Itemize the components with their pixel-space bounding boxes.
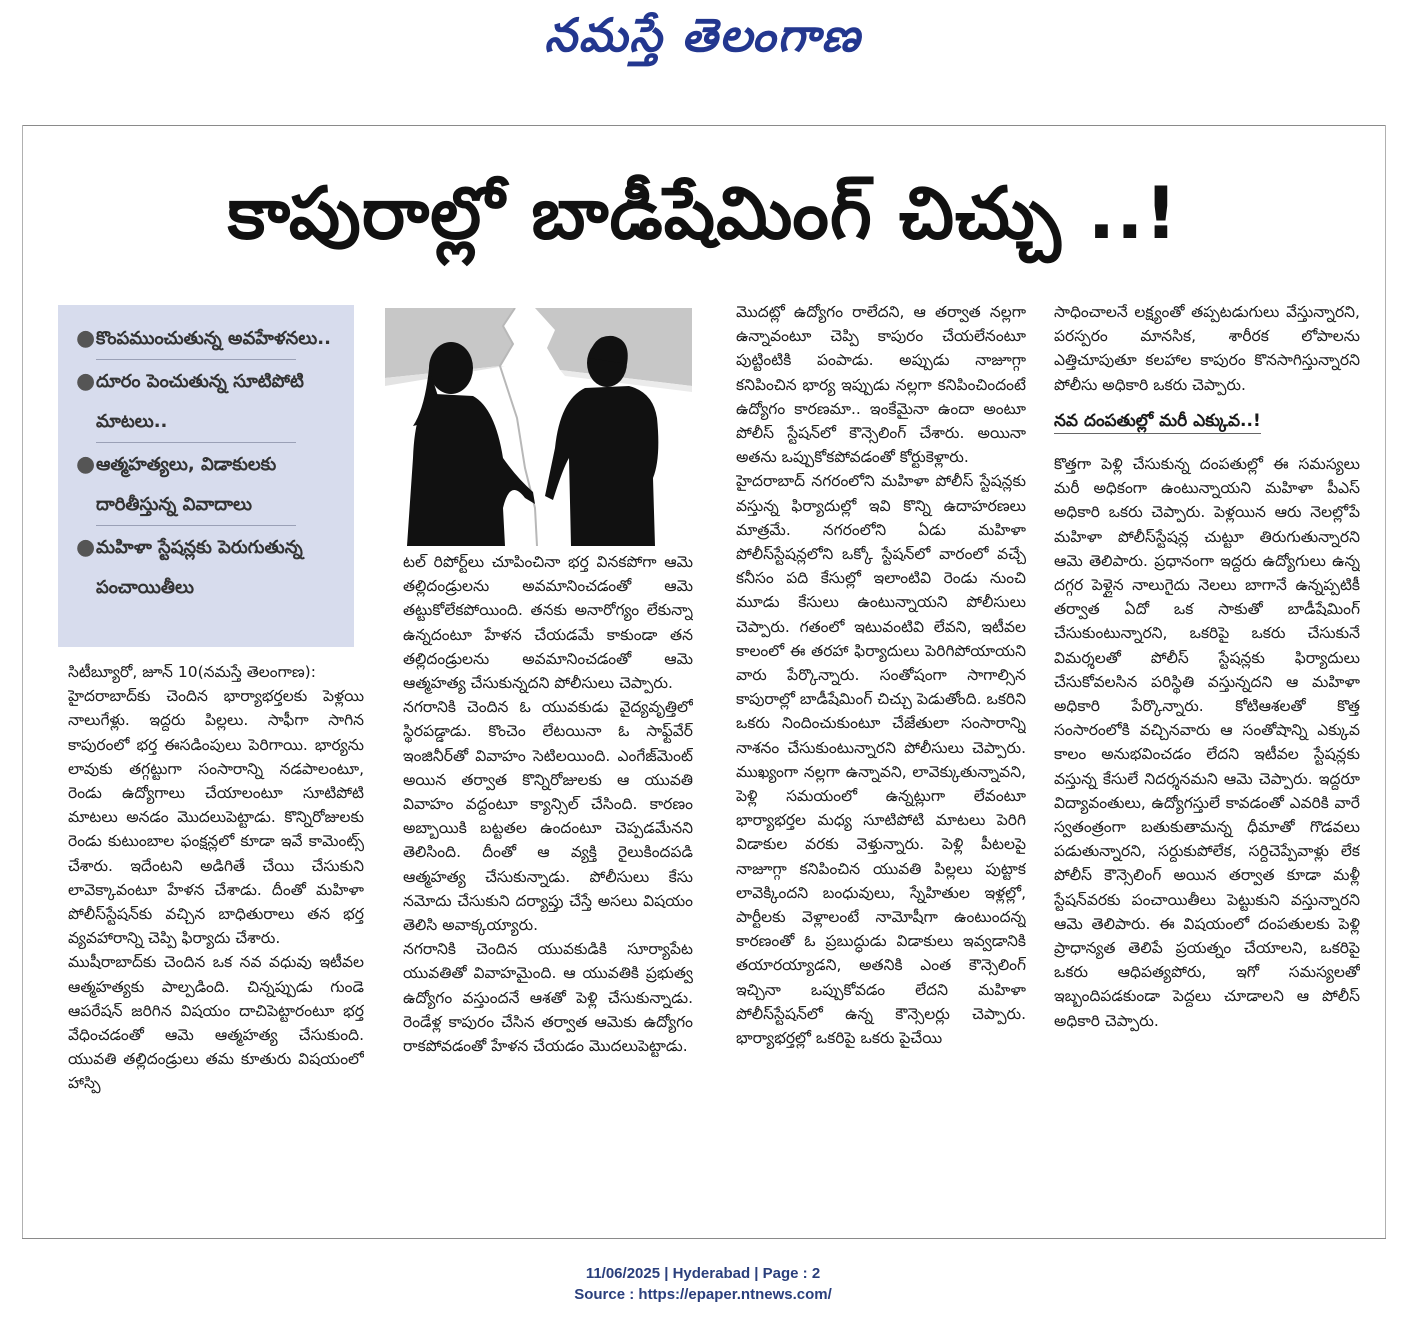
highlight-divider [96,359,296,360]
masthead [0,8,1406,78]
article-column-1 [68,660,364,1225]
article-paragraph: సాధించాలనే లక్ష్యంతో తప్పటడుగులు వేస్తున్నారని, పరస్పరం మానసిక, శారీరక లోపాలను ఎత్తిచూపుతూ కలహాల కాపురం కొనసాగిస్తున్నారని పోలీసు అధికారి ఒకరు చెప్పారు. [1054,303,1360,394]
bullet-icon: ● [76,369,96,394]
frame-left-rule [22,125,23,1238]
highlight-item [76,528,340,608]
frame-top-rule [22,125,1386,126]
couple-silhouette-icon [385,308,692,546]
highlight-divider [96,442,296,443]
highlight-text: మహిళా స్టేషన్లకు పెరుగుతున్న పంచాయితీలు [96,537,303,598]
highlight-text: కొంపముంచుతున్న అవహేళనలు.. [96,328,331,349]
article-paragraph: కొత్తగా పెళ్లి చేసుకున్న దంపతుల్లో ఈ సమస్యలు మరీ అధికంగా ఉంటున్నాయని మహిళా పీఎస్ అధికారి ఒకరు చెప్పారు. పెళ్లయిన ఆరు నెలల్లోపే మహిళా పోలీస్‌స్టేషన్ల చుట్టూ తిరుగుతున్నారని ఆమె తెలిపారు. ప్రధానంగా ఇద్దరు ఉద్యోగులు ఉన్న దగ్గర పెళ్లైన నాలుగైదు నెలలు బాగానే ఉన్నప్పటికీ తర్వాత ఏదో ఒక సాకుతో బాడీషేమింగ్ చేసుకుంటున్నారని, ఒకరిపై ఒకరు చేసుకునే విమర్శలతో పోలీస్ స్టేషన్లకు ఫిర్యాదులు చేసుకోవలసిన పరిస్థితి వస్తున్నదని ఆ మహిళా అధికారి పేర్కొన్నారు. కోటిఆశలతో కొత్త సంసారంలోకి వచ్చినవారు ఆ సంతోషాన్ని ఎక్కువ కాలం అనుభవించడం లేదని ఇటీవల స్టేషన్లకు వస్తున్న కేసులే నిదర్శనమని ఆమె చెప్పారు. ఇద్దరూ విద్యావంతులు, ఉద్యోగస్తులే కావడంతో ఎవరికి వారే స్వతంత్రంగా బతుకుతామన్న ధీమాతో గొడవలు పడుతున్నారని, సర్దుకుపోలేక, సర్దిచెప్పేవాళ్లు లేక పోలీస్ కౌన్సెలింగ్ అయిన తర్వాత కూడా మళ్లీ స్టేషన్‌వరకు పంచాయితీలు పెట్టుకుని వస్తున్నారని ఆమె తెలిపారు. ఈ విషయంలో దంపతులకు పెళ్లి ప్రాధాన్యత తెలిపే ప్రయత్నం చేయాలని, ఒకరిపై ఒకరు ఆధిపత్యపోరు, ఇగో సమస్యలతో ఇబ్బందిపడకుండా పెద్దలు చూడాలని ఆ పోలీస్ అధికారి చెప్పారు. [1054,455,1360,1030]
footer-date-line: 11/06/2025 | Hyderabad | Page : 2 [585,1265,821,1282]
frame-bottom-rule [22,1238,1386,1239]
article-dateline: సిటీబ్యూరో, జూన్ 10(నమస్తే తెలంగాణ): [68,663,316,681]
highlight-text: ఆత్మహత్యలు, విడాకులకు దారితీస్తున్న వివాదాలు [96,454,277,515]
bullet-icon: ● [76,535,96,560]
article-paragraph: ● ముషీరాబాద్‌కు చెందిన ఒక నవ వధువు ఇటీవల ఆత్మహత్యకు పాల్పడింది. చిన్నప్పుడు గుండె ఆపరేషన్ జరిగిన విషయం దాచిపెట్టారంటూ భర్త వేధించడంతో ఆమె ఆత్మహత్య చేసుకుంది. యువతి తల్లిదండ్రులు తమ కూతురు విషయంలో హాస్పి [68,950,364,1095]
bullet-icon: ● [76,326,96,351]
article-column-3 [736,300,1026,1220]
article-paragraph: ● నగరానికి చెందిన ఓ యువకుడు వైద్యవృత్తిలో స్థిరపడ్డాడు. కొంచెం లేటయినా ఓ సాఫ్ట్‌వేర్ ఇంజినీర్‌తో వివాహం సెటిలయింది. ఎంగేజ్‌మెంట్ అయిన తర్వాత కొన్నిరోజులకు ఆ యువతి వివాహం వద్దంటూ క్యాన్సిల్ చేసింది. కారణం అబ్బాయికి బట్టతల ఉందంటూ చెప్పడమేనని తెలిసింది. దీంతో ఆ వ్యక్తి రైలుకిందపడి ఆత్మహత్య చేసుకున్నాడు. పోలీసులు కేసు నమోదు చేసుకుని దర్యాప్తు చేస్తే అసలు విషయం తెలిసి అవాక్కయ్యారు. [403,695,693,937]
article-paragraph: ● హైదరాబాద్‌కు చెందిన భార్యాభర్తలకు పెళ్లయి నాలుగేళ్లు. ఇద్దరు పిల్లలు. సాఫీగా సాగిన కాపురంలో భర్త ఈసడింపులు పెరిగాయి. భార్యను లావుకు తగ్గట్టుగా సంసారాన్ని నడపాలంటూ, రెండు ఉద్యోగాలు చేయాలంటూ సూటిపోటి మాటలు అనడం మొదలుపెట్టాడు. కొన్నిరోజులకు రెండు కుటుంబాల ఫంక్షన్లలో కూడా ఇవే కామెంట్స్ చేశారు. ఇదేంటని అడిగితే చేయి చేసుకుని లావెక్కావంటూ హేళన చేశాడు. దీంతో మహిళా పోలీస్‌స్టేషన్‌కు వచ్చిన బాధితురాలు తన భర్త వ్యవహారాన్ని చెప్పి ఫిర్యాదు చేశారు. [68,684,364,950]
masthead-title: నమస్తే తెలంగాణ [544,8,862,62]
highlight-item [76,319,340,359]
couple-silhouette-image [385,308,692,546]
article-paragraph: హైదరాబాద్ నగరంలోని మహిళా పోలీస్ స్టేషన్లకు వస్తున్న ఫిర్యాదుల్లో ఇవి కొన్ని ఉదాహరణలు మాత్రమే. నగరంలోని ఏడు మహిళా పోలీస్‌స్టేషన్లలోని ఒక్కో స్టేషన్‌లో వారంలో వచ్చే కనీసం పది కేసుల్లో ఇలాంటివి రెండు నుంచి మూడు కేసులు ఉంటున్నాయని పోలీసులు చెప్పారు. గతంలో ఇటువంటివి లేవని, ఇటీవల కాలంలో ఈ తరహా ఫిర్యాదులు పెరిగిపోయాయని వారు పేర్కొన్నారు. సంతోషంగా సాగాల్సిన కాపురాల్లో బాడీషేమింగ్ చిచ్చు పెడుతోంది. ఒకరిని ఒకరు నిందించుకుంటూ చేజేతులా సంసారాన్ని నాశనం చేసుకుంటున్నారని పోలీసులు చెప్పారు. ముఖ్యంగా నల్లగా ఉన్నావని, లావెక్కుతున్నావని, పెళ్లి సమయంలో ఉన్నట్లుగా లేవంటూ భార్యాభర్తల మధ్య సూటిపోటి మాటలు పెరిగి విడాకుల వరకు వెళ్తున్నారు. పెళ్లి పీటలపై నాజూగ్గా కనిపించిన యువతి పిల్లలు పుట్టాక లావెక్కిందని బంధువులు, స్నేహితుల ఇళ్లల్లో, పార్టీలకు వెళ్లాలంటే నామోషీగా ఉంటుందన్న కారణంతో ఓ ప్రబుద్ధుడు విడాకులు ఇవ్వడానికి తయారయ్యాడని, అతనికి ఎంత కౌన్సెలింగ్ ఇచ్చినా ఒప్పుకోవడం లేదని మహిళా పోలీస్‌స్టేషన్‌లో ఉన్న కౌన్సెలర్లు చెప్పారు. భార్యాభర్తల్లో ఒకరిపై ఒకరు పైచేయి [736,472,1026,1048]
bullet-icon: ● [76,452,96,477]
highlight-text: దూరం పెంచుతున్న సూటిపోటి మాటలు.. [96,371,304,432]
article-subheading: నవ దంపతుల్లో మరీ ఎక్కువ..! [1054,409,1261,434]
highlight-divider [96,525,296,526]
highlight-item [76,445,340,525]
highlights-box [58,305,354,647]
frame-right-rule [1385,125,1386,1238]
article-column-4 [1054,300,1360,1220]
article-paragraph: మొదట్లో ఉద్యోగం రాలేదని, ఆ తర్వాత నల్లగా ఉన్నావంటూ చెప్పి కాపురం చేయలేనంటూ పుట్టింటికి పంపాడు. అప్పుడు నాజూగ్గా కనిపించిన భార్య ఇప్పుడు నల్లగా కనిపించిందంటే ఉద్యోగం కారణమా.. ఇంకేమైనా ఉందా అంటూ పోలీస్ స్టేషన్‌లో కౌన్సెలింగ్ చేశారు. అయినా అతను ఒప్పుకోకపోవడంతో కోర్టుకెళ్లారు. [736,303,1026,467]
highlight-item [76,362,340,442]
article-headline: కాపురాల్లో బాడీషేమింగ్ చిచ్చు ..! [227,171,1179,255]
footer-source-line: Source : https://epaper.ntnews.com/ [574,1286,832,1303]
article-paragraph: ● నగరానికి చెందిన యువకుడికి సూర్యాపేట యువతితో వివాహమైంది. ఆ యువతికి ప్రభుత్వ ఉద్యోగం వస్తుందనే ఆశతో పెళ్లి చేసుకున్నాడు. రెండేళ్ల కాపురం చేసిన తర్వాత ఆమెకు ఉద్యోగం రాకపోవడంతో హేళన చేయడం మొదలుపెట్టాడు. [403,937,693,1058]
page-footer [0,1263,1406,1305]
article-paragraph: టల్ రిపోర్ట్‌లు చూపించినా భర్త వినకపోగా ఆమె తల్లిదండ్రులను అవమానించడంతో ఆమె తట్టుకోలేకపోయింది. తనకు అనారోగ్యం లేకున్నా ఉన్నదంటూ హేళన చేయడమే కాకుండా తన తల్లిదండ్రులను అవమానించడంతో ఆమె ఆత్మహత్య చేసుకున్నదని పోలీసులు చెప్పారు. [403,553,693,693]
article-column-2 [403,550,693,1220]
